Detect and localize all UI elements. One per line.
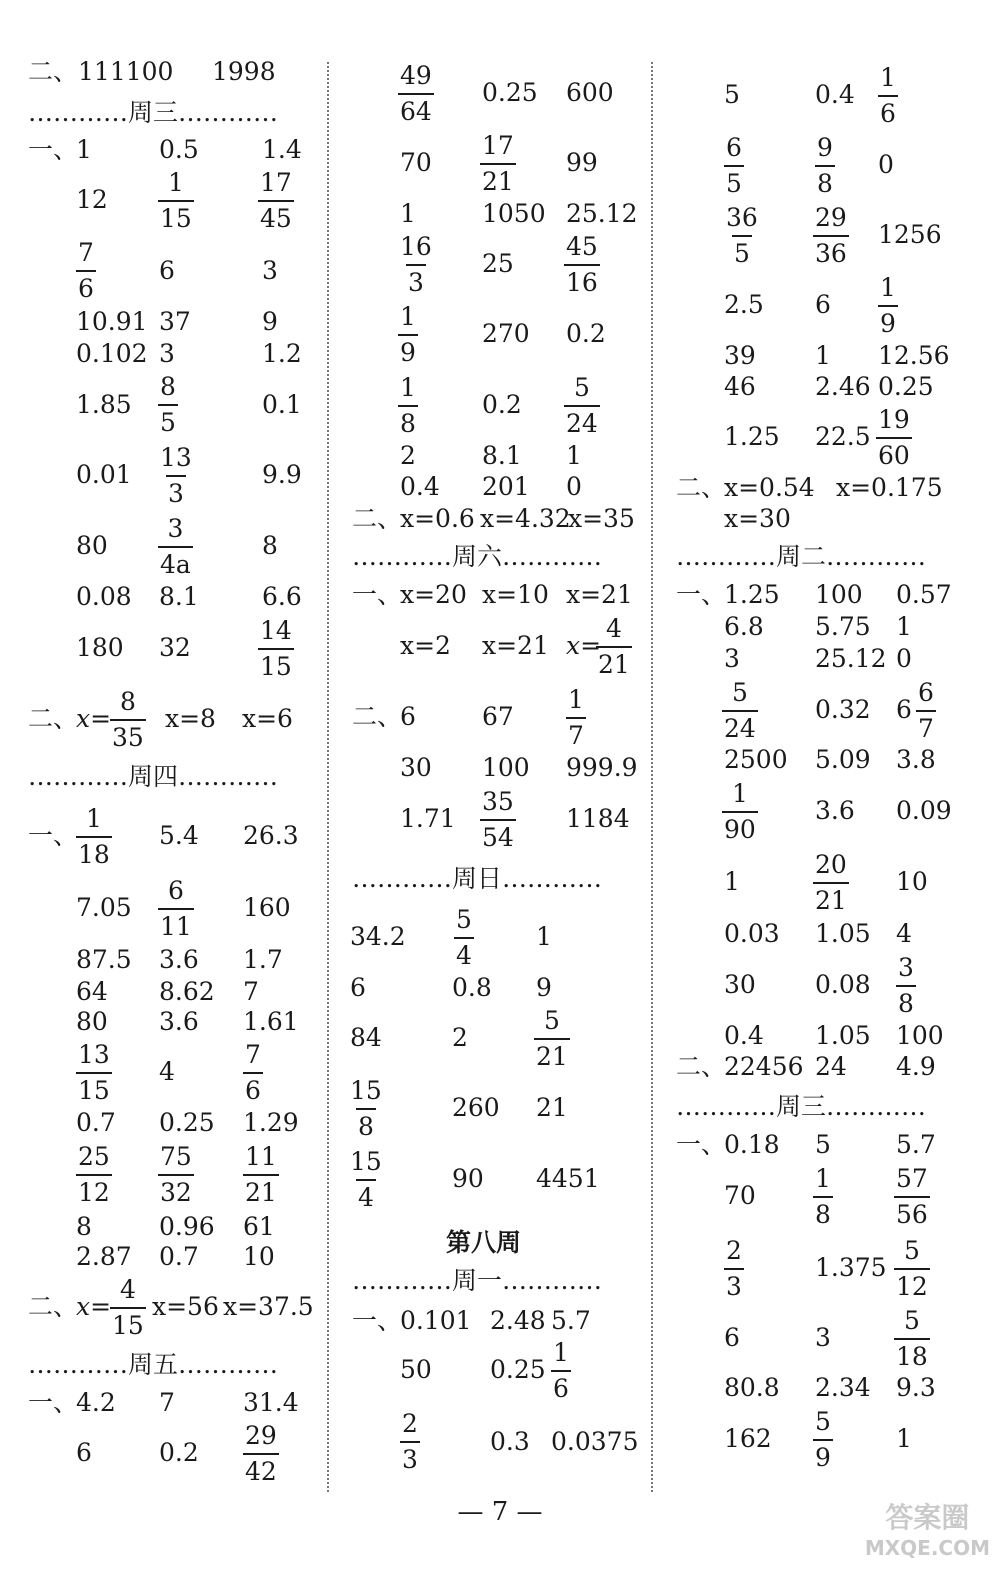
answer: 1.61 xyxy=(243,1007,299,1036)
answer: 21 xyxy=(536,1093,568,1122)
answer: 6 xyxy=(724,1323,740,1352)
answer: 6.8 xyxy=(724,612,764,641)
answer: 39 xyxy=(724,341,756,370)
answer: 99 xyxy=(566,148,598,177)
answer: 162 xyxy=(724,1424,772,1453)
answer: 2.87 xyxy=(76,1242,132,1271)
fraction: $\frac{20}{21}$ xyxy=(813,848,849,918)
page-number: — 7 — xyxy=(457,1497,543,1527)
answer: 8 xyxy=(76,1212,92,1241)
answer: 10 xyxy=(896,867,928,896)
answer: 6 xyxy=(815,290,831,319)
section-header-thu: …………周四………… xyxy=(28,762,279,791)
equation-lhs: x= xyxy=(566,631,602,660)
answer: 0.4 xyxy=(815,80,855,109)
fraction: $\frac{3}{4a}$ xyxy=(158,512,193,582)
answer: 5.4 xyxy=(159,821,199,850)
answer: 0.01 xyxy=(76,460,132,489)
answer: 5.7 xyxy=(896,1130,936,1159)
answer: 32 xyxy=(159,633,191,662)
answer: 1 xyxy=(724,867,740,896)
answer: 25.12 xyxy=(815,644,887,673)
answer: 1.29 xyxy=(243,1108,299,1137)
answer: 0.57 xyxy=(896,580,952,609)
equation: x=8 xyxy=(165,704,216,733)
answer: 8.1 xyxy=(482,441,522,470)
label-two: 二、 xyxy=(676,473,727,502)
label-two: 二、 xyxy=(28,704,79,733)
answer: 6 xyxy=(76,1438,92,1467)
answer: 0.25 xyxy=(490,1355,546,1384)
answer: 10.91 xyxy=(76,307,148,336)
answer: 9.9 xyxy=(262,460,302,489)
fraction: $\frac{11}{21}$ xyxy=(243,1140,279,1210)
fraction: $\frac{5}{18}$ xyxy=(894,1304,930,1374)
answer: 1.85 xyxy=(76,390,132,419)
equation: x=21 xyxy=(482,631,549,660)
answer: 1184 xyxy=(566,804,630,833)
equation: x=35 xyxy=(568,504,635,533)
answer: 4.2 xyxy=(76,1388,116,1417)
fraction: $\frac{1}{6}$ xyxy=(878,61,898,131)
answer: 9.3 xyxy=(896,1373,936,1402)
answer: 0.1 xyxy=(262,390,302,419)
answer: 5.75 xyxy=(815,612,871,641)
equation: x=30 xyxy=(724,504,791,533)
answer: 3 xyxy=(159,339,175,368)
fraction: $\frac{8}{5}$ xyxy=(158,370,178,440)
answer: 1998 xyxy=(212,57,276,86)
answer: 0.4 xyxy=(400,472,440,501)
answer: 2.48 xyxy=(490,1306,546,1335)
answer: 0.7 xyxy=(76,1108,116,1137)
watermark xyxy=(865,1503,990,1563)
answer: 0.32 xyxy=(815,695,871,724)
answer: 0.0375 xyxy=(551,1427,639,1456)
week-heading: 第八周 xyxy=(446,1228,522,1257)
fraction: $\frac{25}{12}$ xyxy=(76,1140,112,1210)
answer: 3.6 xyxy=(159,945,199,974)
section-header-sun: …………周日………… xyxy=(352,864,603,893)
answer: 6 xyxy=(159,256,175,285)
answer: 6 xyxy=(400,702,416,731)
answer: 3.6 xyxy=(159,1007,199,1036)
answer: 0.25 xyxy=(159,1108,215,1137)
section-header-wed: …………周三………… xyxy=(28,98,279,127)
answer: 0.2 xyxy=(482,390,522,419)
fraction: $\frac{4}{21}$ xyxy=(596,612,632,682)
equation: x=4.32 xyxy=(480,504,571,533)
answer: 5.09 xyxy=(815,745,871,774)
fraction: $\frac{6}{5}$ xyxy=(724,131,744,201)
fraction: $\frac{8}{35}$ xyxy=(110,685,146,755)
answer: 0.5 xyxy=(159,135,199,164)
answer: 1.71 xyxy=(400,804,456,833)
answer-row: 二、111100 xyxy=(28,57,174,86)
answer: 2 xyxy=(452,1023,468,1052)
answer: 0.96 xyxy=(159,1212,215,1241)
answer: 0.18 xyxy=(724,1130,780,1159)
fraction: $\frac{3}{8}$ xyxy=(896,951,916,1021)
fraction: $\frac{13}{3}$ xyxy=(158,441,194,511)
answer: 22.5 xyxy=(815,422,871,451)
fraction: $\frac{36}{5}$ xyxy=(724,201,760,271)
answer: 6.6 xyxy=(262,582,302,611)
answer: 1.375 xyxy=(815,1253,887,1282)
fraction: $\frac{5}{24}$ xyxy=(722,676,758,746)
fraction: $\frac{5}{9}$ xyxy=(813,1405,833,1475)
fraction: $\frac{35}{54}$ xyxy=(480,785,516,855)
answer: 12 xyxy=(76,185,108,214)
fraction: $\frac{19}{60}$ xyxy=(876,403,912,473)
answer: 0 xyxy=(878,150,894,179)
fraction: $\frac{2}{3}$ xyxy=(724,1234,744,1304)
fraction: $\frac{17}{21}$ xyxy=(480,129,516,199)
answer: 5 xyxy=(815,1130,831,1159)
answer: 5 xyxy=(724,80,740,109)
answer: 600 xyxy=(566,78,614,107)
answer: 1 xyxy=(76,135,92,164)
equation: x=2 xyxy=(400,631,451,660)
answer: 3 xyxy=(724,644,740,673)
answer: 2500 xyxy=(724,745,788,774)
answer: 50 xyxy=(400,1355,432,1384)
fraction: $\frac{1}{7}$ xyxy=(566,683,586,753)
answer: 9 xyxy=(262,307,278,336)
fraction: $\frac{1}{8}$ xyxy=(813,1162,833,1232)
label-two: 二、 xyxy=(352,504,403,533)
fraction: $\frac{5}{21}$ xyxy=(534,1004,570,1074)
answer: 26.3 xyxy=(243,821,299,850)
fraction: $\frac{57}{56}$ xyxy=(894,1162,930,1232)
answer: 24 xyxy=(815,1052,847,1081)
answer: 7 xyxy=(243,977,259,1006)
fraction: $\frac{1}{90}$ xyxy=(722,777,758,847)
answer: 3.8 xyxy=(896,745,936,774)
answer: 3 xyxy=(815,1323,831,1352)
fraction: $\frac{5}{12}$ xyxy=(894,1234,930,1304)
answer: 5.7 xyxy=(551,1306,591,1335)
answer: 1 xyxy=(896,612,912,641)
answer: 270 xyxy=(482,319,530,348)
equation: x=37.5 xyxy=(223,1292,314,1321)
answer: 1.05 xyxy=(815,919,871,948)
answer: 201 xyxy=(482,472,530,501)
answer: 70 xyxy=(724,1181,756,1210)
answer: 67 xyxy=(482,702,514,731)
equation: x=0.175 xyxy=(836,473,943,502)
answer: 100 xyxy=(896,1021,944,1050)
answer: 4451 xyxy=(536,1164,600,1193)
label-two: 二、 xyxy=(676,1052,727,1081)
fraction: $\frac{5}{4}$ xyxy=(454,903,474,973)
answer: 8.1 xyxy=(159,582,199,611)
answer: 2 xyxy=(400,441,416,470)
label-one: 一、 xyxy=(28,1388,79,1417)
mixed-number-whole: 6 xyxy=(896,695,912,724)
answer: 1256 xyxy=(878,220,942,249)
answer: 0.25 xyxy=(878,372,934,401)
answer: 3 xyxy=(262,256,278,285)
label-two: 二、 xyxy=(28,1292,79,1321)
answer: 64 xyxy=(76,977,108,1006)
label-one: 一、 xyxy=(676,580,727,609)
fraction: $\frac{1}{18}$ xyxy=(76,802,112,872)
answer: 1 xyxy=(400,199,416,228)
answer: 1.7 xyxy=(243,945,283,974)
answer: 0.102 xyxy=(76,339,148,368)
equation: x=20 xyxy=(400,580,467,609)
answer: 4 xyxy=(896,919,912,948)
answer: 30 xyxy=(724,970,756,999)
answer: 25.12 xyxy=(566,199,638,228)
answer: 2.34 xyxy=(815,1373,871,1402)
answer: 31.4 xyxy=(243,1388,299,1417)
answer: 0.3 xyxy=(490,1427,530,1456)
answer: 1 xyxy=(536,922,552,951)
answer: 34.2 xyxy=(350,922,406,951)
fraction: $\frac{1}{15}$ xyxy=(158,166,194,236)
answer: 1 xyxy=(815,341,831,370)
section-header-tue: …………周二………… xyxy=(676,542,927,571)
answer: 8.62 xyxy=(159,977,215,1006)
fraction: $\frac{2}{3}$ xyxy=(400,1407,420,1477)
answer: 9 xyxy=(536,973,552,1002)
answer: 180 xyxy=(76,633,124,662)
fraction: $\frac{29}{42}$ xyxy=(243,1419,279,1489)
fraction: $\frac{7}{6}$ xyxy=(243,1038,263,1108)
fraction: $\frac{29}{36}$ xyxy=(813,201,849,271)
fraction: $\frac{49}{64}$ xyxy=(398,59,434,129)
equation: x=0.54 xyxy=(724,473,815,502)
answer: 0.8 xyxy=(452,973,492,1002)
watermark-url: MXQE.COM xyxy=(864,1536,990,1560)
equation: x=0.6 xyxy=(400,504,475,533)
equation-lhs: x= xyxy=(76,704,112,733)
section-header-mon: …………周一………… xyxy=(352,1266,603,1295)
answer: 999.9 xyxy=(566,753,638,782)
answer: 30 xyxy=(400,753,432,782)
equation-lhs: x= xyxy=(76,1292,112,1321)
label-one: 一、 xyxy=(676,1130,727,1159)
label-one: 一、 xyxy=(352,580,403,609)
fraction: $\frac{1}{6}$ xyxy=(551,1336,571,1406)
answer: 1.2 xyxy=(262,339,302,368)
equation: x=56 xyxy=(152,1292,219,1321)
fraction: $\frac{6}{7}$ xyxy=(916,676,936,746)
fraction: $\frac{75}{32}$ xyxy=(158,1140,194,1210)
answer: 4.9 xyxy=(896,1052,936,1081)
answer: 80 xyxy=(76,1007,108,1036)
answer: 37 xyxy=(159,307,191,336)
answer: 80 xyxy=(76,531,108,560)
answer: 0.25 xyxy=(482,78,538,107)
fraction: $\frac{7}{6}$ xyxy=(76,236,96,306)
answer: 0.08 xyxy=(815,970,871,999)
fraction: $\frac{6}{11}$ xyxy=(158,874,194,944)
label-one: 一、 xyxy=(28,135,79,164)
section-header-fri: …………周五………… xyxy=(28,1350,279,1379)
answer: 1.25 xyxy=(724,580,780,609)
equation: x=21 xyxy=(566,580,633,609)
column-divider-right xyxy=(651,62,653,1492)
answer: 70 xyxy=(400,148,432,177)
fraction: $\frac{5}{24}$ xyxy=(564,371,600,441)
answer: 0 xyxy=(566,472,582,501)
answer: 0.101 xyxy=(400,1306,472,1335)
answer: 7.05 xyxy=(76,893,132,922)
answer: 2.46 xyxy=(815,372,871,401)
answer: 61 xyxy=(243,1212,275,1241)
answer: 0.7 xyxy=(159,1242,199,1271)
answer: 0.08 xyxy=(76,582,132,611)
answer: 80.8 xyxy=(724,1373,780,1402)
section-header-wed2: …………周三………… xyxy=(676,1092,927,1121)
label-one: 一、 xyxy=(352,1306,403,1335)
answer: 160 xyxy=(243,893,291,922)
answer: 1.4 xyxy=(262,135,302,164)
answer: 7 xyxy=(159,1388,175,1417)
answer: 0.2 xyxy=(159,1438,199,1467)
answer: 90 xyxy=(452,1164,484,1193)
answer: 0.4 xyxy=(724,1021,764,1050)
fraction: $\frac{15}{4}$ xyxy=(348,1145,384,1215)
fraction: $\frac{13}{15}$ xyxy=(76,1038,112,1108)
fraction: $\frac{1}{9}$ xyxy=(398,300,418,370)
fraction: $\frac{16}{3}$ xyxy=(398,230,434,300)
answer: 2.5 xyxy=(724,290,764,319)
answer: 1.25 xyxy=(724,422,780,451)
fraction: $\frac{45}{16}$ xyxy=(564,230,600,300)
answer: 100 xyxy=(482,753,530,782)
answer: 0.09 xyxy=(896,796,952,825)
fraction: $\frac{17}{45}$ xyxy=(258,166,294,236)
equation: x=10 xyxy=(482,580,549,609)
answer: 1050 xyxy=(482,199,546,228)
answer: 87.5 xyxy=(76,945,132,974)
answer: 0 xyxy=(896,644,912,673)
answer: 22456 xyxy=(724,1052,804,1081)
answer: 84 xyxy=(350,1023,382,1052)
answer: 25 xyxy=(482,249,514,278)
answer: 12.56 xyxy=(878,341,950,370)
section-header-sat: …………周六………… xyxy=(352,542,603,571)
fraction: $\frac{1}{8}$ xyxy=(398,371,418,441)
answer: 4 xyxy=(159,1057,175,1086)
label-one: 一、 xyxy=(28,821,79,850)
fraction: $\frac{9}{8}$ xyxy=(815,131,835,201)
answer: 1 xyxy=(566,441,582,470)
fraction: $\frac{14}{15}$ xyxy=(258,614,294,684)
answer: 1.05 xyxy=(815,1021,871,1050)
answer: 0.2 xyxy=(566,319,606,348)
watermark-logo: 答案圈 xyxy=(885,1501,970,1534)
fraction: $\frac{15}{8}$ xyxy=(348,1074,384,1144)
column-divider-left xyxy=(327,62,329,1492)
answer: 260 xyxy=(452,1093,500,1122)
answer: 0.03 xyxy=(724,919,780,948)
answer: 100 xyxy=(815,580,863,609)
equation: x=6 xyxy=(242,704,293,733)
fraction: $\frac{4}{15}$ xyxy=(110,1273,146,1343)
label-two: 二、 xyxy=(352,702,403,731)
answer: 8 xyxy=(262,531,278,560)
answer: 1 xyxy=(896,1424,912,1453)
answer: 10 xyxy=(243,1242,275,1271)
answer: 46 xyxy=(724,372,756,401)
answer: 3.6 xyxy=(815,796,855,825)
answer: 6 xyxy=(350,973,366,1002)
fraction: $\frac{1}{9}$ xyxy=(878,271,898,341)
